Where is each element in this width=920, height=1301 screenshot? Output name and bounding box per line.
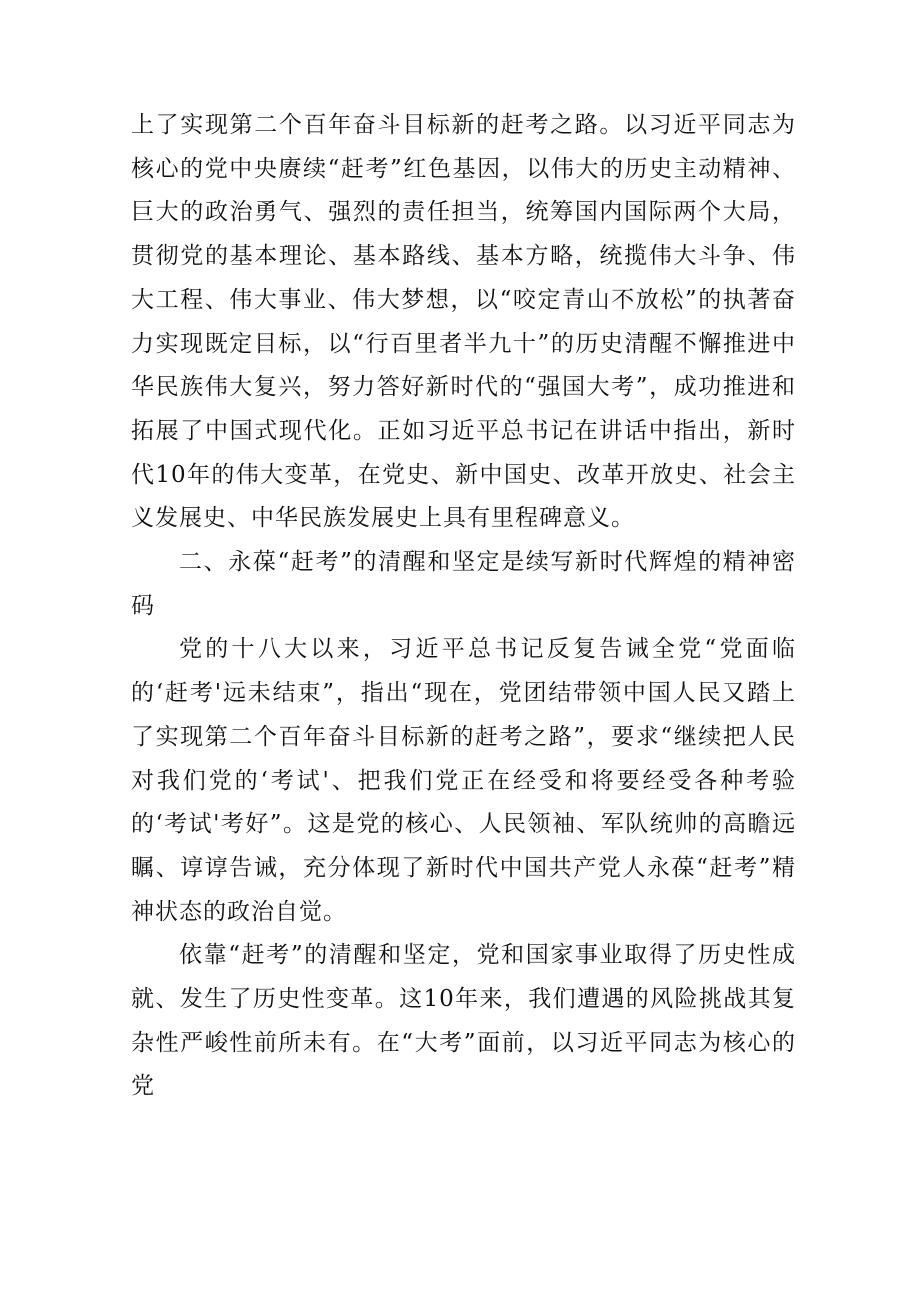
paragraph-continuation: 上了实现第二个百年奋斗目标新的赶考之路。以习近平同志为核心的党中央赓续“赶考”红色基因，以伟大的历史主动精神、巨大的政治勇气、强烈的责任担当，统筹国内国际两个大局，贯彻党的基本理论、基本路线、基本方略，统揽伟大斗争、伟大工程、伟大事业、伟大梦想，以“咬定青山不放松”的执著奋力实现既定目标，以“行百里者半九十”的历史清醒不懈推进中华民族伟大复兴，努力答好新时代的“强国大考”，成功推进和拓展了中国式现代化。正如习近平总书记在讲话中指出，新时代10年的伟大变革，在党史、新中国史、改革开放史、社会主义发展史、中华民族发展史上具有里程碑意义。	[131, 112, 796, 532]
paragraph-3: 依靠“赶考”的清醒和坚定，党和国家事业取得了历史性成就、发生了历史性变革。这10年来，我们遭遇的风险挑战其复杂性严峻性前所未有。在“大考”面前，以习近平同志为核心的党	[131, 942, 796, 1100]
section-heading-2: 二、永葆“赶考”的清醒和坚定是续写新时代辉煌的精神密码	[131, 549, 796, 619]
document-body	[131, 104, 796, 1109]
paragraph-2: 党的十八大以来，习近平总书记反复告诫全党“党面临的‘赶考'远未结束”，指出“现在，党团结带领中国人民又踏上了实现第二个百年奋斗目标新的赶考之路”，要求“继续把人民对我们党的‘考试'、把我们党正在经受和将要经受各种考验的‘考试'考好”。这是党的核心、人民领袖、军队统帅的高瞻远瞩、谆谆告诫，充分体现了新时代中国共产党人永葆“赶考”精神状态的政治自觉。	[131, 636, 796, 925]
